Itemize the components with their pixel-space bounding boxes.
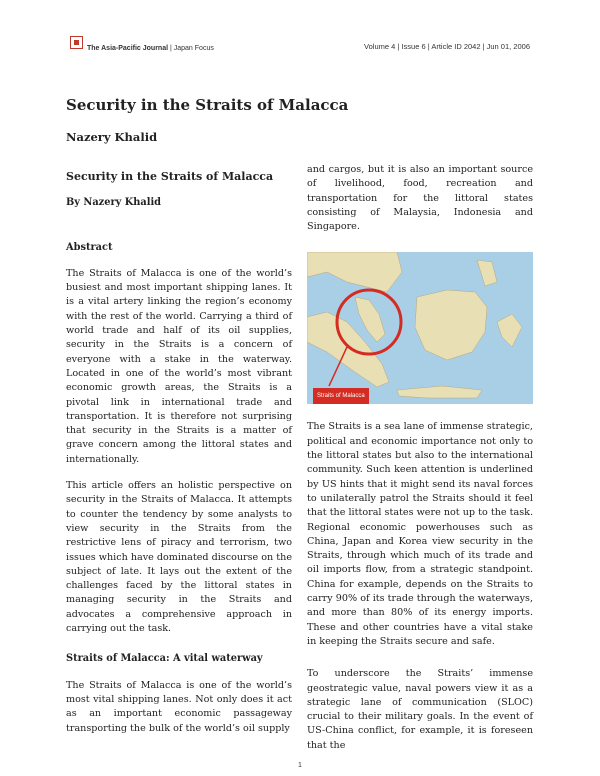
section-title: Straits of Malacca: A vital waterway — [66, 653, 263, 665]
body-paragraph-2: The Straits is a sea lane of immense strategic, political and economic importance not only to the littoral states but also to the international community. Such keen attention is underlined by US hints that it might send its naval forces to unilaterally patrol the Straits should it feel that the littoral states were not up to the task. Regional economic powerhouses such as China, Japan and Korea view security in the Straits, through which much of its trade and oil imports flow, from a strategic standpoint. China for example, depends on the Straits to carry 90% of its trade through the waterways, and more than 80% of its energy imports. These and other countries have a vital stake in keeping the Straits secure and safe. — [307, 421, 533, 647]
abstract-title: Abstract — [66, 241, 113, 253]
page-title: Security in the Straits of Malacca — [66, 96, 349, 114]
article-meta: Volume 4 | Issue 6 | Article ID 2042 | Jun 01, 2006 — [364, 42, 530, 51]
body-paragraph-3: To underscore the Straits’ immense geostrategic value, naval powers view it as a strategic lane of communication (SLOC) crucial to their military goals. In the event of US-China conflict, for example, it is foreseen that the — [307, 668, 533, 751]
right-column — [307, 163, 533, 765]
body-paragraph-continued: and cargos, but it is also an important source of livelihood, food, recreation and transportation for the littoral states consisting of Malaysia, Indonesia and Singapore. — [307, 164, 533, 233]
straits-map — [307, 252, 533, 404]
journal-logo-icon — [70, 36, 83, 49]
journal-name: The Asia-Pacific Journal | Japan Focus — [87, 45, 214, 52]
abstract-paragraph-1: The Straits of Malacca is one of the world’s busiest and most important shipping lanes. It is a vital artery linking the region’s economy with the rest of the world. Carrying a third of world trade and half of its oil supplies, security in the Straits is a concern of everyone with a stake in the waterway. Located in one of the world’s most vibrant economic growth areas, the Straits is a pivotal link in international trade and transportation. It is therefore not surprising that security in the Straits is a matter of grave concern among the littoral states and internationally. — [66, 267, 292, 465]
page-number: 1 — [298, 762, 302, 769]
article-heading: Security in the Straits of Malacca — [66, 170, 274, 183]
body-paragraph: The Straits of Malacca is one of the world’s most vital shipping lanes. Not only does it act as an important economic passageway transporting the bulk of the world’s oil supply — [66, 679, 292, 734]
abstract-paragraph-2: This article offers an holistic perspective on security in the Straits of Malacca. It attempts to counter the tendency by some analysts to view security in the Straits from the restrictive lens of piracy and terrorism, two issues which have dominated discourse on the subject of late. It lays out the extent of the challenges faced by the littoral states in managing security in the Straits and advocates a comprehensive approach in carrying out the task. — [66, 480, 292, 635]
left-column — [66, 170, 292, 748]
byline: By Nazery Khalid — [66, 197, 162, 209]
author-name: Nazery Khalid — [66, 130, 158, 144]
map-label: Straits of Malacca — [313, 388, 369, 404]
